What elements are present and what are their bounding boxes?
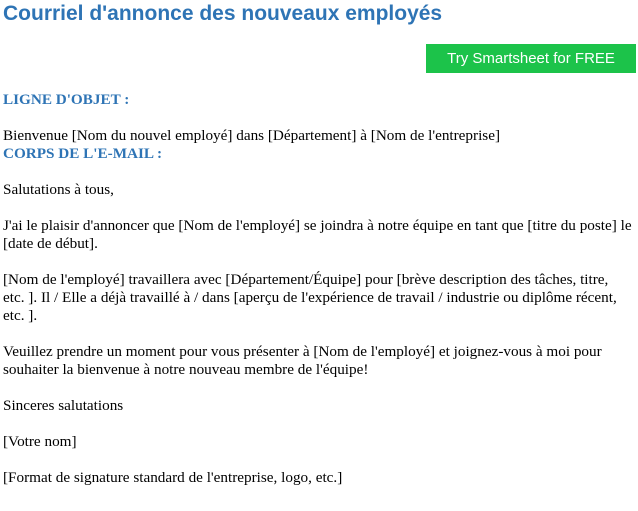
signature-paragraph: [Format de signature standard de l'entreprise, logo, etc.] [3, 469, 343, 486]
role-description-paragraph: [Nom de l'employé] travaillera avec [Département/Équipe] pour [brève description des tâches, titre, etc. ]. Il / Elle a déjà travaillé à / dans [aperçu de l'expérience de travail / industrie ou diplôme récent, etc. ]. [3, 271, 617, 324]
subject-text: Bienvenue [Nom du nouvel employé] dans [Département] à [Nom de l'entreprise] [3, 127, 501, 144]
try-smartsheet-button[interactable]: Try Smartsheet for FREE [426, 44, 636, 73]
body-section [3, 145, 633, 487]
email-template-content [3, 91, 633, 487]
closing-paragraph: Sinceres salutations [3, 397, 124, 414]
page-title: Courriel d'annonce des nouveaux employés [3, 2, 443, 25]
body-heading: CORPS DE L'E-MAIL : [3, 145, 163, 162]
announcement-paragraph: J'ai le plaisir d'annoncer que [Nom de l'employé] se joindra à notre équipe en tant que [titre du poste] le [date de début]. [3, 217, 632, 252]
sender-name-paragraph: [Votre nom] [3, 433, 77, 450]
subject-section [3, 91, 633, 145]
greeting-paragraph: Salutations à tous, [3, 181, 114, 198]
subject-heading: LIGNE D'OBJET : [3, 91, 130, 108]
welcome-invitation-paragraph: Veuillez prendre un moment pour vous présenter à [Nom de l'employé] et joignez-vous à moi pour souhaiter la bienvenue à notre nouveau membre de l'équipe! [3, 343, 602, 378]
